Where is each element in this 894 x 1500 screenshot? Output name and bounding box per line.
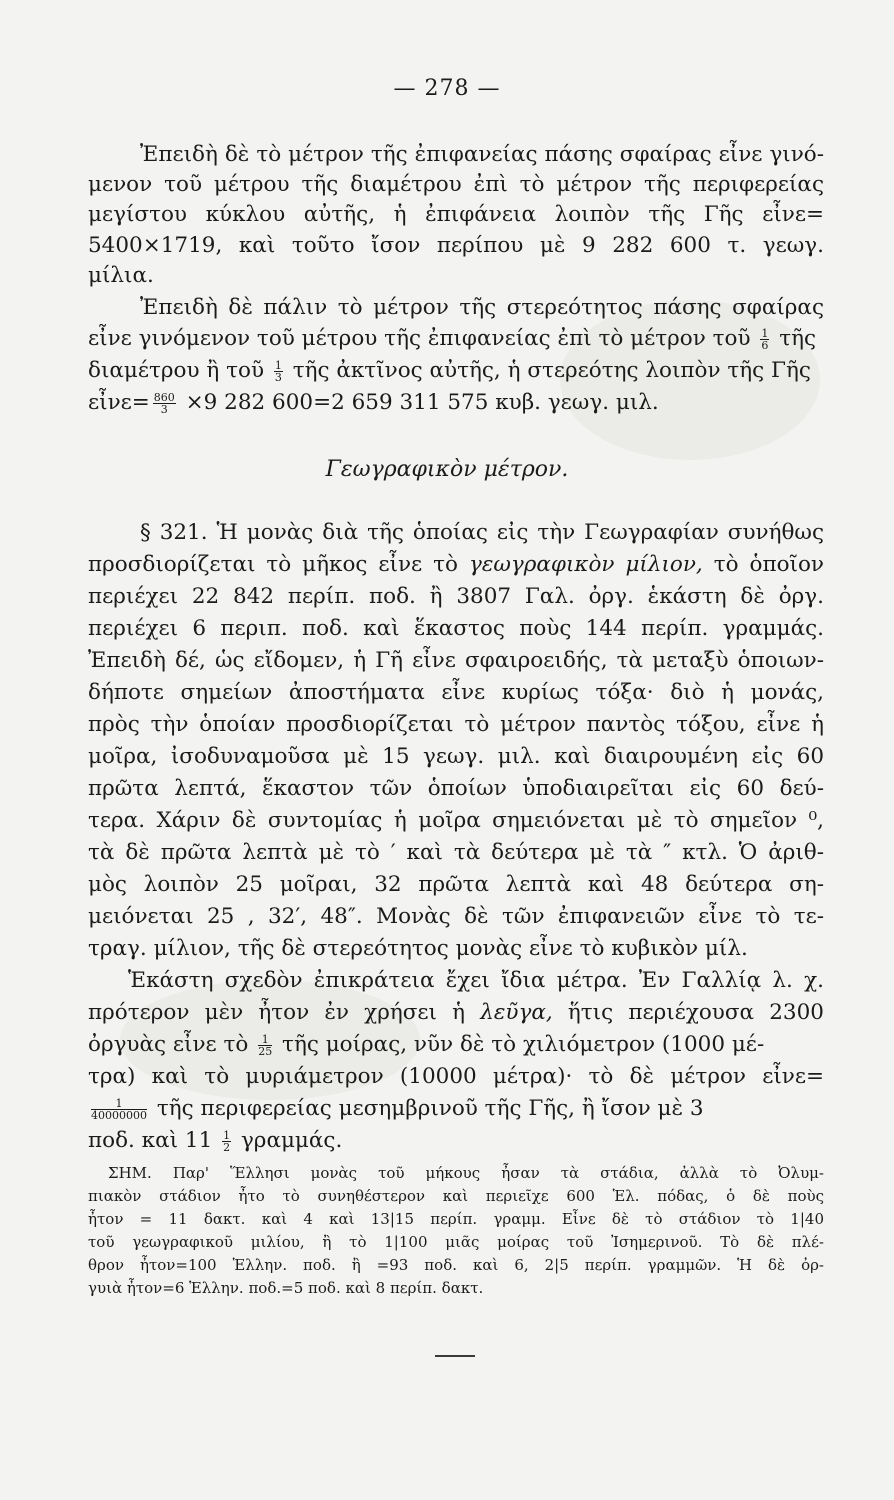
closing-rule <box>435 1355 475 1357</box>
section-title: Γεωγραφικὸν μέτρον. <box>325 457 569 482</box>
text-line: Ἐπειδὴ δὲ πάλιν τὸ μέτρον τῆς στερεότητος πάσης σφαίρας <box>140 295 824 320</box>
text-span: εἶνε γινόμενον τοῦ μέτρου τῆς ἐπιφανείας ἐπὶ τὸ μέτρον τοῦ <box>88 326 751 351</box>
text-span: διαμέτρου ἢ τοῦ <box>88 358 265 383</box>
footnote-line: τοῦ γεωγραφικοῦ μιλίου, ἢ τὸ 1|100 μιᾶς μοίρας τοῦ Ἰσημερινοῦ. Τὸ δὲ πλέ- <box>88 1233 824 1251</box>
fraction-denominator: 40000000 <box>91 1108 147 1122</box>
text-line: μενον τοῦ μέτρου τῆς διαμέτρου ἐπὶ τὸ μέτρον τῆς περιφερείας <box>88 172 824 197</box>
fraction-numerator: 1 <box>761 326 769 340</box>
fraction-denominator: 25 <box>258 1044 273 1058</box>
footnote-line: ἦτον = 11 δακτ. καὶ 4 καὶ 13|15 περίπ. γραμμ. Εἶνε δὲ τὸ στάδιον τὸ 1|40 <box>88 1210 824 1228</box>
text-span: πρότερον μὲν ἦτον ἐν χρήσει ἡ <box>88 1000 466 1025</box>
text-line <box>88 1094 824 1124</box>
footnote-line: θρον ἦτον=100 Ἑλλην. ποδ. ἢ =93 ποδ. καὶ 6, 2|5 περίπ. γραμμῶν. Ἡ δὲ ὀρ- <box>88 1256 824 1274</box>
text-line: τρα) καὶ τὸ μυριάμετρον (10000 μέτρα)· τὸ δὲ μέτρον εἶνε= <box>88 1064 824 1089</box>
fraction <box>258 1034 272 1057</box>
footnote-line: γυιὰ ἦτον=6 Ἑλλην. ποδ.=5 ποδ. καὶ 8 περίπ. δακτ. <box>88 1279 484 1297</box>
footnote-line: πιακὸν στάδιον ἦτο τὸ συνηθέστερον καὶ περιεῖχε 600 Ἑλ. πόδας, ὁ δὲ ποὺς <box>88 1187 824 1205</box>
text-line <box>88 550 824 580</box>
fraction-denominator: 6 <box>761 338 769 352</box>
text-line: μειόνεται 25 , 32′, 48″. Μονὰς δὲ τῶν ἐπιφανειῶν εἶνε τὸ τε- <box>88 904 824 929</box>
text-line: μοῖρα, ἰσοδυναμοῦσα μὲ 15 γεωγ. μιλ. καὶ διαιρουμένη εἰς 60 <box>88 744 824 769</box>
fraction-numerator: 1 <box>91 1098 147 1110</box>
text-span: τῆς <box>779 326 817 351</box>
fraction-denominator: 3 <box>160 402 168 416</box>
text-span: ὀργυὰς εἶνε τὸ <box>88 1032 249 1057</box>
fraction <box>274 360 283 383</box>
text-span: γραμμάς. <box>240 1128 343 1153</box>
text-line: Ἑκάστη σχεδὸν ἐπικράτεια ἔχει ἴδια μέτρα. Ἐν Γαλλίᾳ λ. χ. <box>128 968 824 993</box>
fraction-denominator: 2 <box>223 1140 231 1154</box>
text-line: τὰ δὲ πρῶτα λεπτὰ μὲ τὸ ′ καὶ τὰ δεύτερα μὲ τὰ ″ κτλ. Ὁ ἀριθ- <box>88 840 824 865</box>
text-span: ἥτις περιέχουσα 2300 <box>567 1000 824 1025</box>
text-line: περιέχει 22 842 περίπ. ποδ. ἢ 3807 Γαλ. ὀργ. ἑκάστη δὲ ὀργ. <box>88 584 824 609</box>
italic-term: λεῦγα, <box>480 1000 553 1025</box>
text-line: μεγίστου κύκλου αὐτῆς, ἡ ἐπιφάνεια λοιπὸν τῆς Γῆς εἶνε= <box>88 202 824 227</box>
text-line: 5400×1719, καὶ τοῦτο ἴσον περίπου μὲ 9 282 600 τ. γεωγ. <box>88 233 824 258</box>
text-span: προσδιορίζεται τὸ μῆκος εἶνε τὸ <box>88 552 458 577</box>
text-span: τῆς περιφερείας μεσημβρινοῦ τῆς Γῆς, ἢ ἴσον μὲ 3 <box>156 1096 704 1121</box>
text-line: πρῶτα λεπτά, ἕκαστον τῶν ὁποίων ὑποδιαιρεῖται εἰς 60 δεύ- <box>88 776 824 801</box>
page-number-header: — 278 — <box>393 76 501 101</box>
text-span: ποδ. καὶ 11 <box>88 1128 213 1153</box>
text-line: Ἐπειδὴ δὲ τὸ μέτρον τῆς ἐπιφανείας πάσης σφαίρας εἶνε γινό- <box>140 142 824 167</box>
fraction-numerator: 1 <box>223 1128 231 1142</box>
text-line <box>88 324 824 354</box>
text-line: δήποτε σημείων ἀποστήματα εἶνε κυρίως τόξα· διὸ ἡ μονάς, <box>88 680 824 705</box>
text-line <box>88 388 824 418</box>
fraction <box>222 1130 231 1153</box>
italic-term: γεωγραφικὸν μίλιον, <box>468 552 703 577</box>
text-span: εἶνε= <box>88 390 150 415</box>
text-line: τραγ. μίλιον, τῆς δὲ στερεότητος μονὰς εἶνε τὸ κυβικὸν μίλ. <box>88 936 748 961</box>
text-line: μίλια. <box>88 263 154 288</box>
fraction-denominator: 3 <box>274 370 282 384</box>
fraction-numerator: 1 <box>258 1034 272 1046</box>
text-line: τερα. Χάριν δὲ συντομίας ἡ μοῖρα σημειόνεται μὲ τὸ σημεῖον ⁰, <box>88 808 824 833</box>
text-line: πρὸς τὴν ὁποίαν προσδιορίζεται τὸ μέτρον παντὸς τόξου, εἶνε ἡ <box>88 712 824 737</box>
fraction <box>91 1098 147 1121</box>
fraction <box>760 328 769 351</box>
text-line: περιέχει 6 περιπ. ποδ. καὶ ἕκαστος ποὺς 144 περίπ. γραμμάς. <box>88 616 824 641</box>
fraction <box>153 392 176 415</box>
text-line <box>88 1126 824 1156</box>
text-span: τῆς μοίρας, νῦν δὲ τὸ χιλιόμετρον (1000 μέ- <box>282 1032 765 1057</box>
footnote-line: ΣΗΜ. Παρ' Ἕλλησι μονὰς τοῦ μήκους ἦσαν τὰ στάδια, ἀλλὰ τὸ Ὀλυμ- <box>108 1164 824 1182</box>
text-line: μὸς λοιπὸν 25 μοῖραι, 32 πρῶτα λεπτὰ καὶ 48 δεύτερα ση- <box>88 872 824 897</box>
text-line: § 321. Ἡ μονὰς διὰ τῆς ὁποίας εἰς τὴν Γεωγραφίαν συνήθως <box>140 520 824 545</box>
fraction-numerator: 860 <box>153 390 175 404</box>
text-line <box>88 356 824 386</box>
text-span: τὸ ὁποῖον <box>713 552 824 577</box>
text-line <box>88 1030 824 1060</box>
text-line <box>88 998 824 1028</box>
text-span: ×9 282 600=2 659 311 575 κυβ. γεωγ. μιλ. <box>185 390 659 415</box>
fraction-numerator: 1 <box>274 358 282 372</box>
text-span: τῆς ἀκτῖνος αὐτῆς, ἡ στερεότης λοιπὸν τῆς Γῆς <box>292 358 811 383</box>
text-line: Ἐπειδὴ δέ, ὡς εἴδομεν, ἡ Γῆ εἶνε σφαιροειδής, τὰ μεταξὺ ὁποιων- <box>88 648 824 673</box>
